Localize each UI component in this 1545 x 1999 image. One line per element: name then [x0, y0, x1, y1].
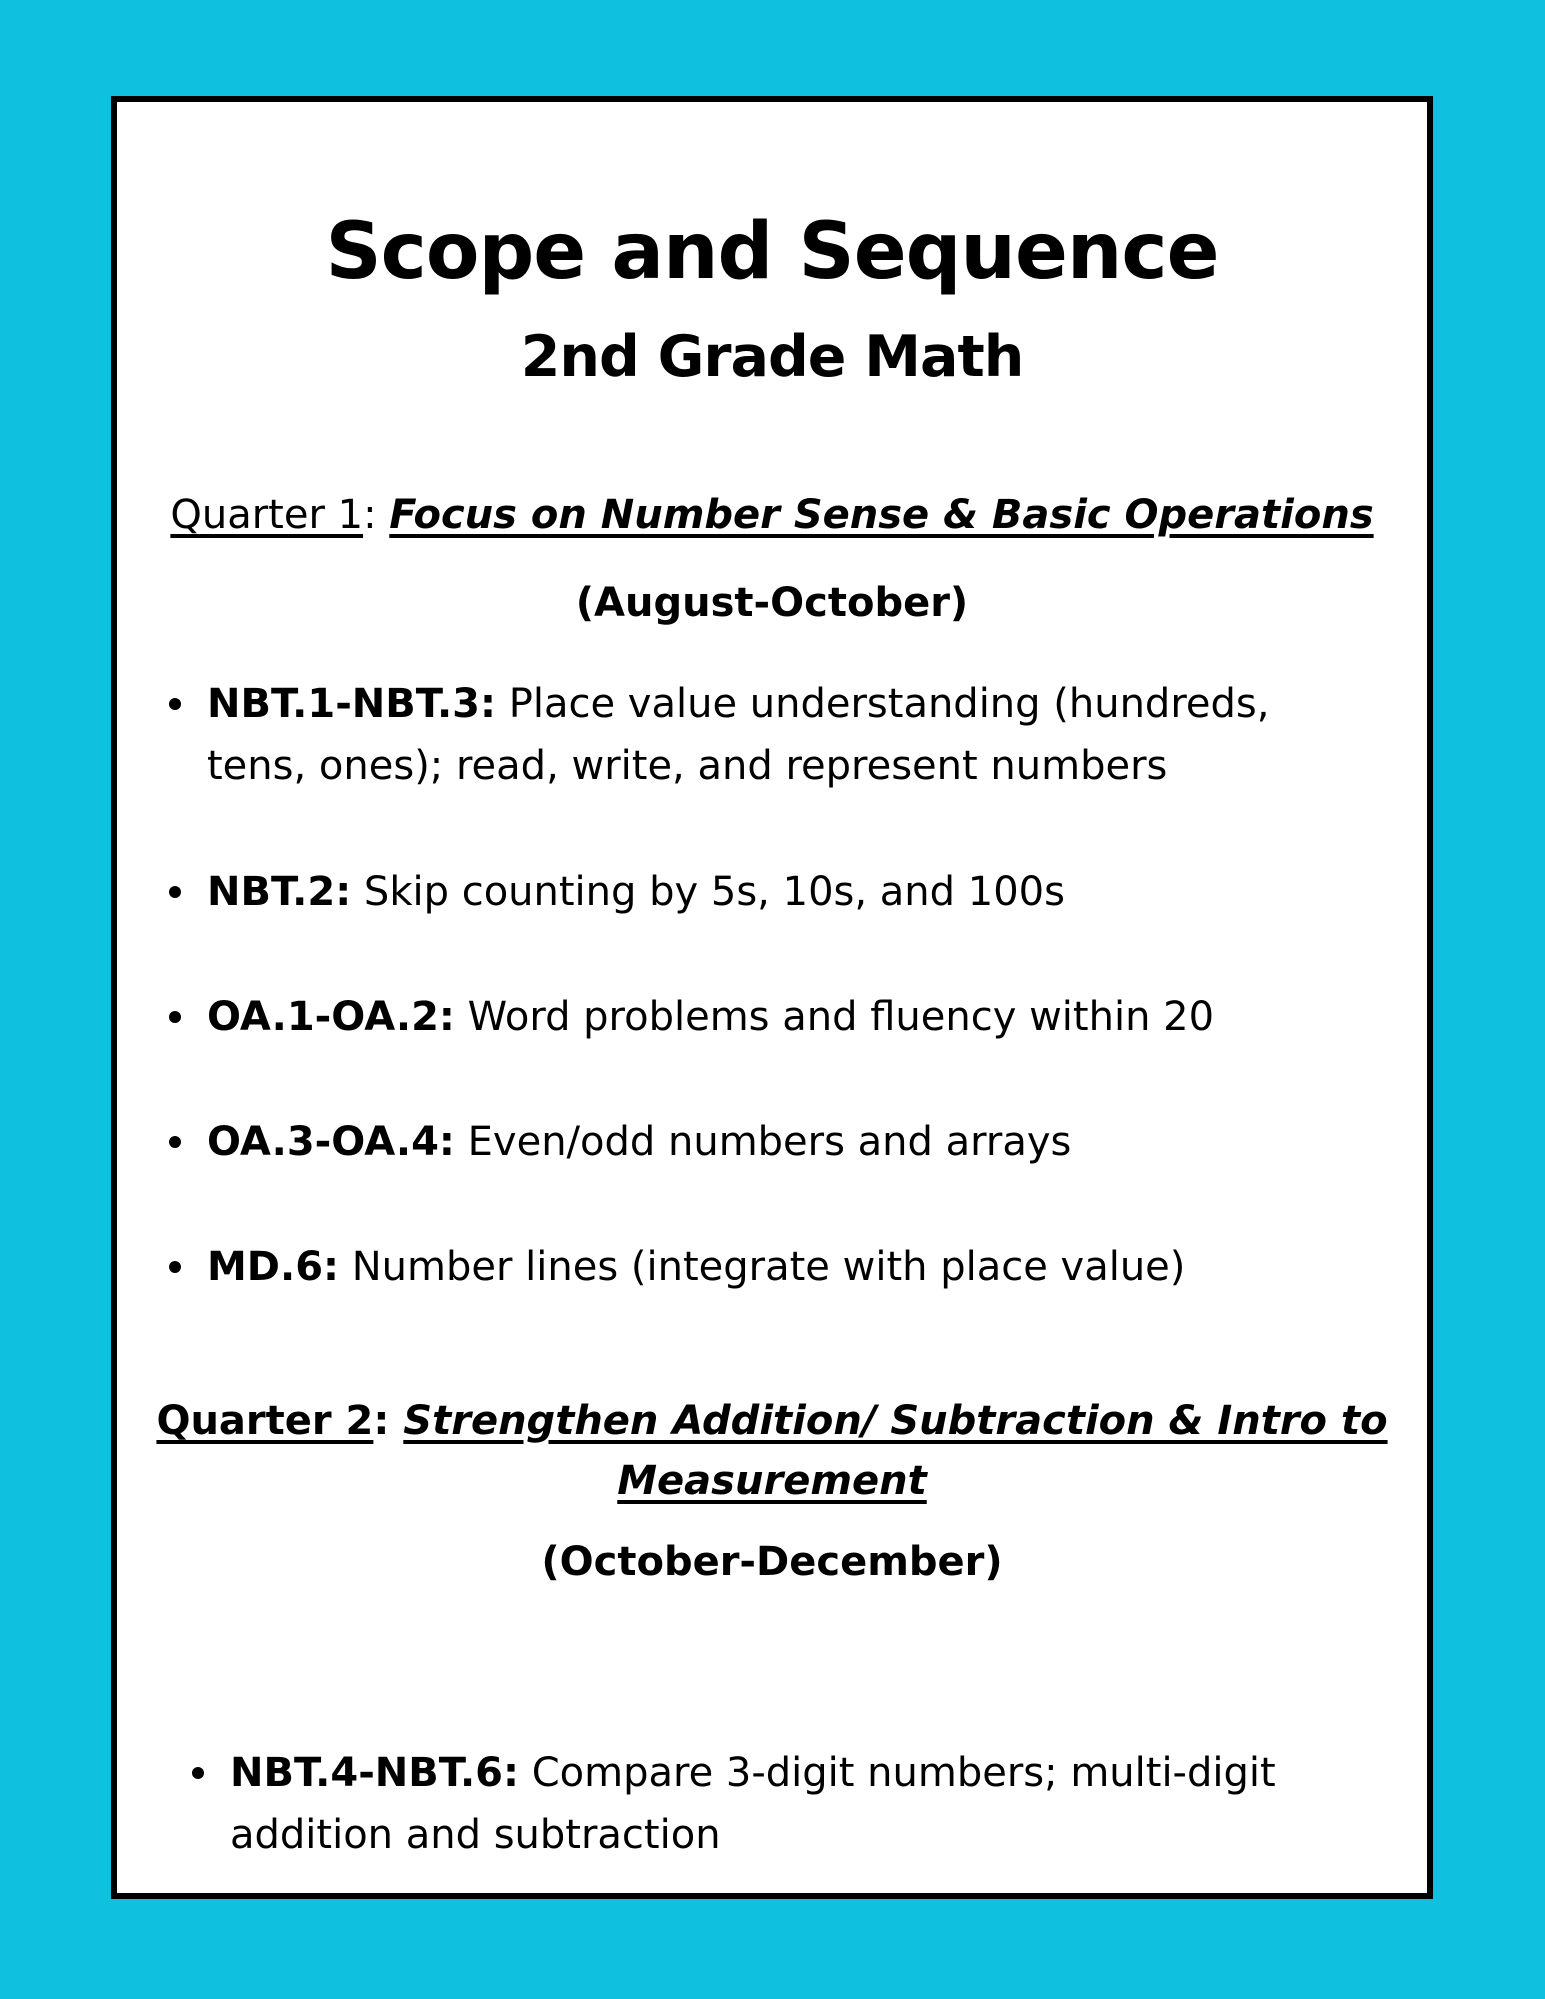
quarter-1-focus: Focus on Number Sense & Basic Operations [389, 492, 1374, 538]
quarter-2-label: Quarter 2 [156, 1398, 374, 1444]
standard-code: OA.1-OA.2: [207, 994, 455, 1040]
quarter-1-months: (August-October) [575, 580, 969, 626]
standard-description: Number lines (integrate with place value) [351, 1244, 1186, 1290]
document-page [111, 96, 1433, 1899]
standard-description: Word problems and fluency within 20 [467, 994, 1215, 1040]
list-item [230, 1742, 1377, 1866]
standard-code: MD.6: [207, 1244, 340, 1290]
quarter-1-heading [147, 485, 1397, 545]
standard-code: NBT.4-NBT.6: [230, 1750, 520, 1796]
page-subtitle: 2nd Grade Math [520, 324, 1024, 390]
standard-description: Place value understanding (hundreds, tens, ones); read, write, and represent numbers [207, 681, 1270, 789]
page-title: Scope and Sequence [325, 207, 1219, 297]
quarter-2-separator: : [373, 1398, 404, 1444]
list-item [207, 1236, 1377, 1298]
list-item [207, 673, 1377, 797]
standard-description: Compare 3-digit numbers; multi-digit addition and subtraction [230, 1750, 1276, 1858]
standard-code: NBT.1-NBT.3: [207, 681, 497, 727]
list-item [207, 1111, 1377, 1173]
list-item [207, 861, 1377, 923]
bullet-icon [169, 1261, 181, 1273]
quarter-1-separator: : [363, 492, 390, 538]
standard-code: NBT.2: [207, 869, 352, 915]
quarter-1-label: Quarter 1 [170, 492, 364, 538]
quarter-2-months: (October-December) [541, 1539, 1003, 1585]
bullet-icon [169, 1011, 181, 1023]
standard-description: Skip counting by 5s, 10s, and 100s [363, 869, 1065, 915]
quarter-2-focus: Strengthen Addition/ Subtraction & Intro to Measurement [403, 1398, 1388, 1504]
standard-code: OA.3-OA.4: [207, 1119, 455, 1165]
standard-description: Even/odd numbers and arrays [467, 1119, 1072, 1165]
bullet-icon [169, 1136, 181, 1148]
bullet-icon [169, 886, 181, 898]
bullet-icon [192, 1767, 204, 1779]
quarter-2-heading [147, 1391, 1397, 1511]
list-item [207, 986, 1377, 1048]
bullet-icon [169, 698, 181, 710]
